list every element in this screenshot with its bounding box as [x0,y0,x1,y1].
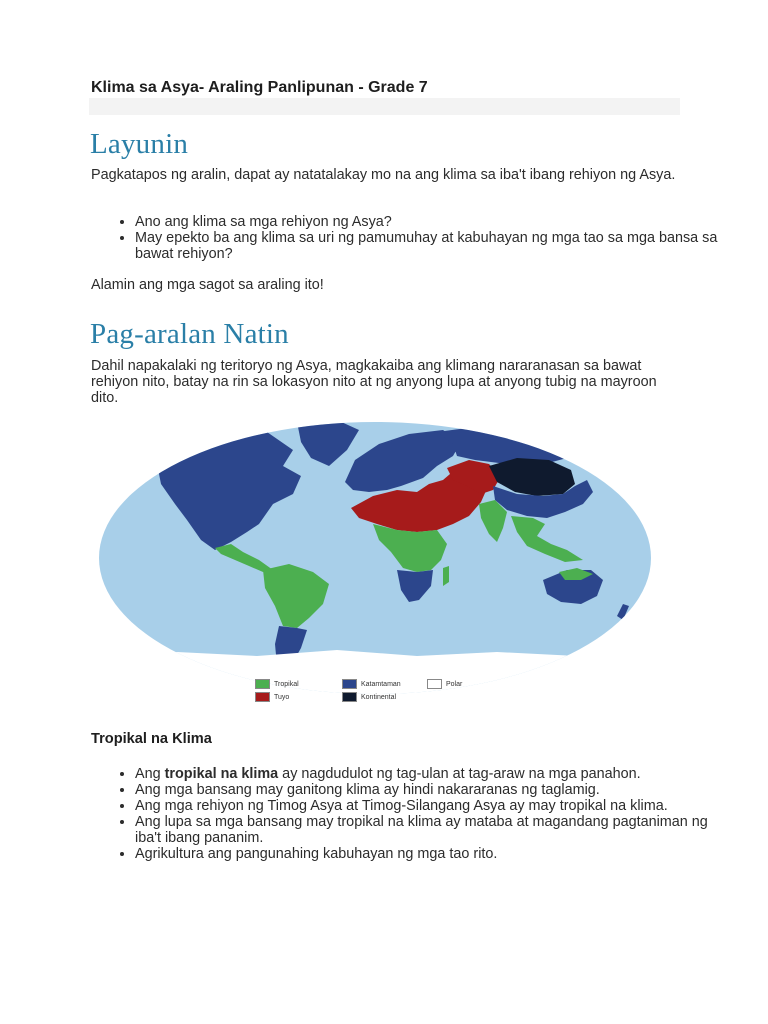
item-text: ay nagdudulot ng tag-ulan at tag-araw na mga panahon. [278,766,641,782]
tropikal-list [91,766,725,862]
legend-swatch-tuyo [255,692,270,702]
list-item: • Ang lupa sa mga bansang may tropikal na klima ay mataba at magandang pagtaniman ng iba't ibang pananim. [135,814,725,846]
list-item: • Ang mga rehiyon ng Timog Asya at Timog-Silangang Asya ay may tropikal na klima. [135,798,725,814]
legend-tropikal [255,679,299,689]
world-map-svg [97,420,653,702]
layunin-closing: Alamin ang mga sagot sa araling ito! [91,277,324,293]
item-bold-term: tropikal na klima [164,766,279,782]
legend-polar [427,679,462,689]
page-title: Klima sa Asya- Araling Panlipunan - Grade 7 [91,79,428,96]
legend-katamtaman [342,679,401,689]
legend-tuyo [255,692,289,702]
layunin-questions [91,214,725,262]
layunin-intro: Pagkatapos ng aralin, dapat ay natatalakay mo na ang klima sa iba't ibang rehiyon ng Asya. [91,167,676,183]
legend-label: Kontinental [361,693,397,701]
world-climate-map [97,420,653,702]
legend-label: Polar [446,680,463,688]
list-item [135,766,725,782]
list-item: • Ang mga bansang may ganitong klima ay hindi nakararanas ng taglamig. [135,782,725,798]
legend-swatch-katamtaman [342,679,357,689]
list-item: • Ano ang klima sa mga rehiyon ng Asya? [135,214,725,230]
item-text: Ang [135,766,165,782]
legend-kontinental [342,692,396,702]
heading-tropikal: Tropikal na Klima [91,731,212,747]
pagaralan-intro: Dahil napakalaki ng teritoryo ng Asya, magkakaiba ang klimang nararanasan sa bawat rehiyon nito, batay na rin sa lokasyon nito at ng anyong lupa at anyong tubig na mayroon dito. [91,358,657,406]
legend-swatch-polar [427,679,442,689]
legend-label: Katamtaman [361,680,401,688]
legend-label: Tuyo [274,693,290,701]
list-item: • Agrikultura ang pangunahing kabuhayan ng mga tao rito. [135,846,725,862]
title-divider-bar [89,98,680,115]
heading-pagaralan: Pag-aralan Natin [90,318,289,350]
heading-layunin: Layunin [90,128,189,160]
list-item: • May epekto ba ang klima sa uri ng pamumuhay at kabuhayan ng mga tao sa mga bansa sa bawat rehiyon? [135,230,725,262]
legend-swatch-kontinental [342,692,357,702]
legend-swatch-tropikal [255,679,270,689]
legend-label: Tropikal [274,680,299,688]
